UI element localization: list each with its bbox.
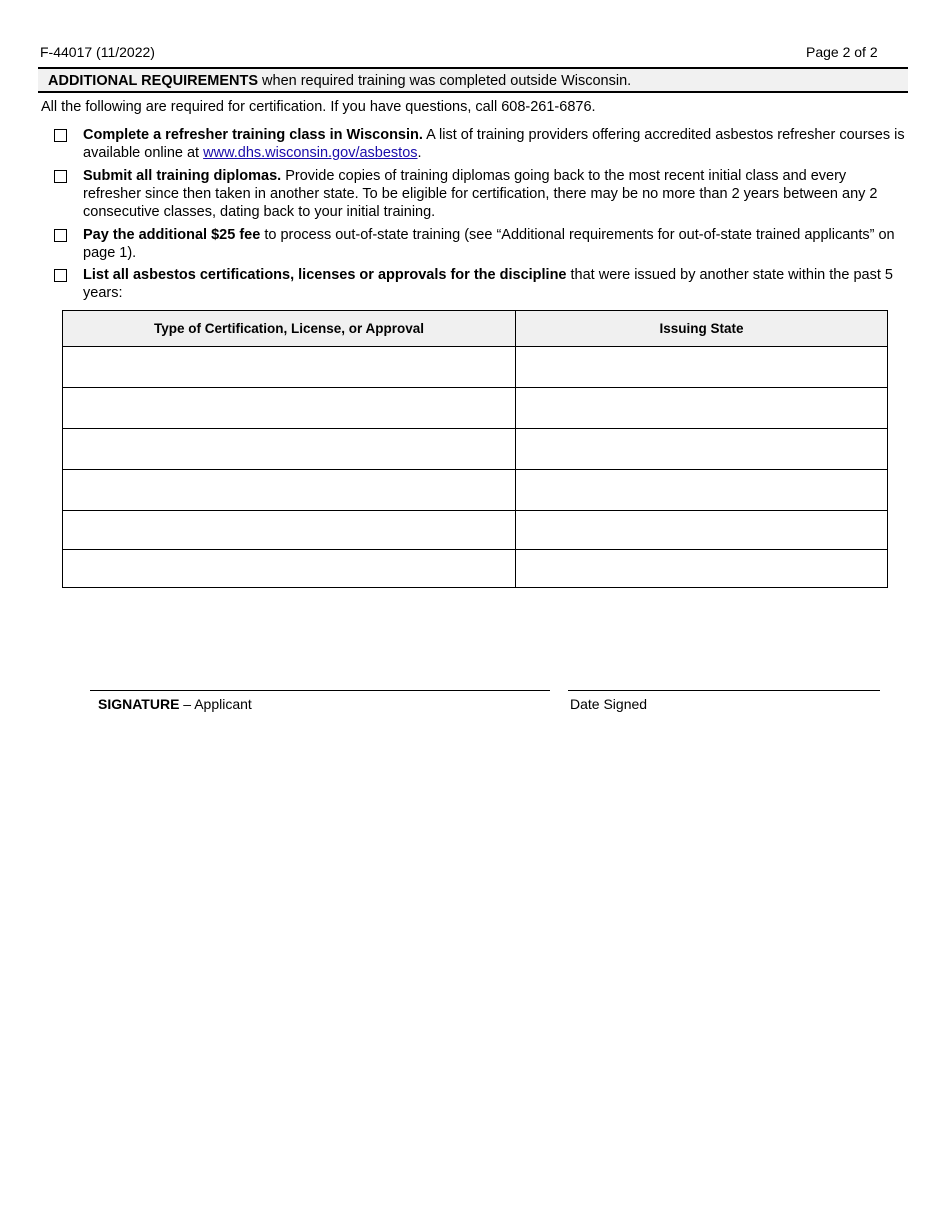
certifications-table	[62, 310, 888, 588]
certification-type-input[interactable]	[63, 429, 515, 469]
form-number: F-44017 (11/2022)	[40, 44, 155, 60]
requirement-title: Pay the additional $25 fee	[83, 227, 261, 243]
checkbox-certifications[interactable]	[54, 269, 67, 282]
signature-label-bold: SIGNATURE	[98, 696, 180, 712]
column-header-state: Issuing State	[516, 311, 888, 347]
certification-type-input[interactable]	[63, 347, 515, 387]
date-signed-line[interactable]	[568, 690, 880, 691]
table-header-row	[63, 311, 888, 347]
banner-subtitle: when required training was completed outside Wisconsin.	[258, 73, 632, 89]
table-row	[63, 347, 888, 388]
table-cell	[63, 429, 516, 470]
issuing-state-input[interactable]	[516, 347, 887, 387]
table-cell	[63, 470, 516, 511]
issuing-state-input[interactable]	[516, 429, 887, 469]
table-cell	[516, 347, 888, 388]
column-header-type: Type of Certification, License, or Approval	[63, 311, 516, 347]
requirement-end: .	[417, 145, 422, 161]
signature-label	[98, 696, 252, 712]
certification-type-input[interactable]	[63, 511, 515, 549]
requirement-text	[83, 126, 908, 162]
certification-type-input[interactable]	[63, 470, 515, 510]
signature-label-rest: – Applicant	[179, 696, 252, 712]
date-signed-label: Date Signed	[570, 696, 648, 712]
requirement-body: that were issued by another state within the past 5 years:	[83, 267, 893, 301]
asbestos-link[interactable]: www.dhs.wisconsin.gov/asbestos	[203, 145, 418, 161]
certification-type-input[interactable]	[63, 550, 515, 587]
requirement-text	[83, 226, 908, 262]
table-cell	[63, 347, 516, 388]
table-row	[63, 388, 888, 429]
requirement-text	[83, 266, 908, 302]
issuing-state-input[interactable]	[516, 470, 887, 510]
checkbox-fee[interactable]	[54, 229, 67, 242]
table-cell	[516, 429, 888, 470]
requirement-body: A list of training providers offering accredited asbestos refresher courses is available online at	[83, 127, 905, 161]
checkbox-refresher[interactable]	[54, 129, 67, 142]
issuing-state-input[interactable]	[516, 550, 887, 587]
checkbox-diplomas[interactable]	[54, 170, 67, 183]
requirement-text	[83, 167, 908, 221]
table-cell	[63, 511, 516, 550]
table-cell	[516, 550, 888, 588]
table-cell	[516, 470, 888, 511]
table-row	[63, 470, 888, 511]
table-cell	[63, 388, 516, 429]
requirement-body: to process out-of-state training (see “Additional requirements for out-of-state trained applicants” on page 1).	[83, 227, 895, 261]
signature-line[interactable]	[90, 690, 550, 691]
banner-title: ADDITIONAL REQUIREMENTS	[48, 73, 258, 89]
requirement-title: Submit all training diplomas.	[83, 168, 282, 184]
table-row	[63, 550, 888, 588]
issuing-state-input[interactable]	[516, 388, 887, 428]
requirement-title: Complete a refresher training class in Wisconsin.	[83, 127, 423, 143]
table-cell	[63, 550, 516, 588]
issuing-state-input[interactable]	[516, 511, 887, 549]
table-cell	[516, 388, 888, 429]
table-row	[63, 429, 888, 470]
requirement-body: Provide copies of training diplomas going back to the most recent initial class and every refresher since then taken in another state. To be eligible for certification, there may be no more than 2 years between any 2 consecutive classes, dating back to your initial training.	[83, 168, 878, 220]
table-row	[63, 511, 888, 550]
section-banner	[38, 67, 908, 93]
requirement-title: List all asbestos certifications, licenses or approvals for the discipline	[83, 267, 567, 283]
table-cell	[516, 511, 888, 550]
intro-text: All the following are required for certification. If you have questions, call 608-261-6876.	[41, 99, 596, 115]
certification-type-input[interactable]	[63, 388, 515, 428]
page-number: Page 2 of 2	[806, 44, 878, 60]
